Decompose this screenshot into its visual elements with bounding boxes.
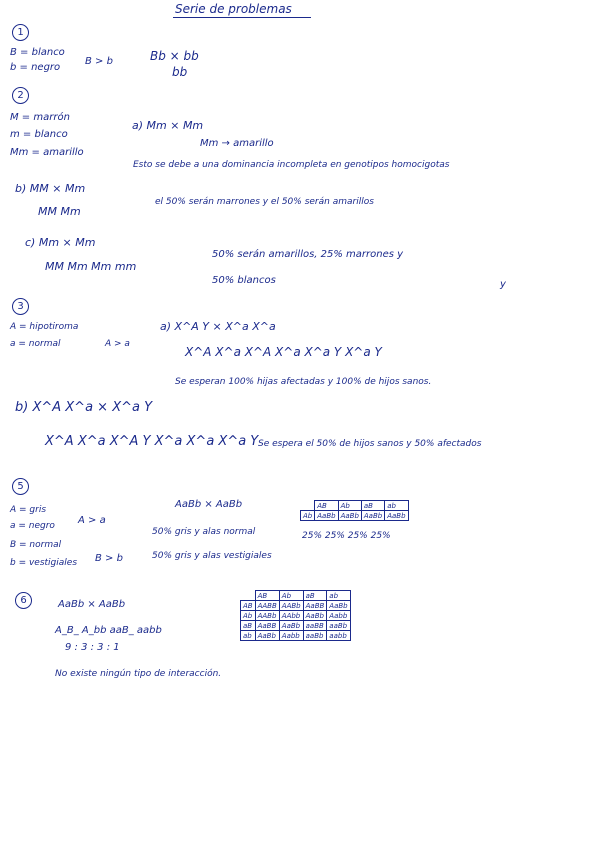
p1-cross: Bb × bb: [150, 49, 199, 63]
table-row: [241, 621, 351, 631]
p6-conclusion: No existe ningún tipo de interacción.: [55, 669, 222, 679]
table-cell: [241, 591, 256, 601]
p2-legend-2: Mm = amarillo: [10, 147, 84, 158]
table-cell: AaBb: [327, 601, 350, 611]
p1-legend-0: B = blanco: [10, 47, 65, 58]
table-cell: AaBb: [255, 631, 279, 641]
table-cell: Aabb: [327, 611, 350, 621]
p2-c-result-2: 50% blancos: [212, 275, 276, 286]
p5-result-2: 50% gris y alas vestigiales: [152, 551, 272, 561]
table-cell: AB: [255, 591, 279, 601]
p2-legend-0: M = marrón: [10, 112, 70, 123]
title-underline: [173, 17, 311, 18]
p5-legend-1: a = negro: [10, 521, 55, 531]
p3-a-cross: a) X^A Y × X^a X^a: [160, 320, 276, 333]
table-row: [241, 601, 351, 611]
table-cell: Aabb: [279, 631, 303, 641]
table-cell: aaBb: [303, 631, 327, 641]
table-cell: ab: [385, 501, 408, 511]
p5-dom-b: B > b: [95, 553, 123, 564]
problem-number-2: 2: [12, 87, 29, 104]
table-cell: AABb: [279, 601, 303, 611]
table-cell: AaBb: [279, 621, 303, 631]
table-cell: Ab: [301, 511, 315, 521]
p3-legend-1: a = normal: [10, 339, 61, 349]
table-header-row: [241, 591, 351, 601]
table-cell: AaBB: [255, 621, 279, 631]
table-cell: AaBb: [338, 511, 361, 521]
p2-a-result: Mm → amarillo: [200, 138, 274, 149]
p2-legend-1: m = blanco: [10, 129, 68, 140]
p5-punnett-table: [300, 500, 409, 521]
table-cell: Ab: [338, 501, 361, 511]
table-cell: AABb: [255, 611, 279, 621]
table-cell: aaBB: [303, 621, 327, 631]
table-cell: AaBb: [385, 511, 408, 521]
problem-number-5: 5: [12, 478, 29, 495]
table-cell: aabb: [327, 631, 350, 641]
p1-result: bb: [172, 65, 188, 79]
table-cell: Ab: [279, 591, 303, 601]
table-cell: aB: [303, 591, 327, 601]
table-cell: Ab: [241, 611, 256, 621]
p5-result-1: 50% gris y alas normal: [152, 527, 256, 537]
p2-b-offspring: MM Mm: [38, 205, 81, 218]
p5-percents: 25% 25% 25% 25%: [302, 531, 391, 541]
p3-a-result: Se esperan 100% hijas afectadas y 100% de hijos sanos.: [175, 377, 432, 387]
problem-number-6: 6: [15, 592, 32, 609]
p2-c-result-1: 50% serán amarillos, 25% marrones y: [212, 249, 404, 260]
p5-legend-0: A = gris: [10, 505, 47, 515]
p6-phenotypes: A_B_ A_bb aaB_ aabb: [55, 625, 162, 636]
p2-note: Esto se debe a una dominancia incompleta en genotipos homocigotas: [133, 160, 450, 170]
p5-legend-2: B = normal: [10, 540, 62, 550]
p5-legend-3: b = vestigiales: [10, 558, 78, 568]
p3-legend-0: A = hipotiroma: [10, 322, 79, 332]
p3-b-offspring: X^A X^a X^A Y X^a X^a X^a Y: [45, 434, 259, 449]
table-cell: aB: [361, 501, 384, 511]
p1-legend-1: b = negro: [10, 62, 61, 73]
table-cell: [301, 501, 315, 511]
table-cell: AaBb: [361, 511, 384, 521]
p2-b-result: el 50% serán marrones y el 50% serán amarillos: [155, 197, 374, 207]
p3-a-offspring: X^A X^a X^A X^a X^a Y X^a Y: [185, 345, 382, 359]
p5-cross: AaBb × AaBb: [175, 499, 243, 510]
table-cell: AaBb: [303, 611, 327, 621]
table-cell: AaBB: [303, 601, 327, 611]
p3-b-result: Se espera el 50% de hijos sanos y 50% afectados: [258, 439, 482, 449]
table-header-row: [301, 501, 409, 511]
p6-cross: AaBb × AaBb: [58, 599, 126, 610]
p2-c-cross: c) Mm × Mm: [25, 236, 96, 249]
p3-dominance: A > a: [105, 339, 130, 349]
problem-number-3: 3: [12, 298, 29, 315]
table-cell: AAbb: [279, 611, 303, 621]
table-row: [301, 511, 409, 521]
table-cell: AB: [241, 601, 256, 611]
page-title: Serie de problemas: [175, 2, 292, 16]
table-cell: AB: [315, 501, 338, 511]
table-row: [241, 631, 351, 641]
p2-b-cross: b) MM × Mm: [15, 182, 86, 195]
p5-dom-a: A > a: [78, 515, 106, 526]
table-cell: ab: [327, 591, 350, 601]
p2-c-offspring: MM Mm Mm mm: [45, 260, 137, 273]
problem-number-1: 1: [12, 24, 29, 41]
table-cell: AaBb: [315, 511, 338, 521]
p2-a-cross: a) Mm × Mm: [132, 119, 204, 132]
p6-punnett-table: [240, 590, 351, 641]
table-cell: AABB: [255, 601, 279, 611]
p3-b-cross: b) X^A X^a × X^a Y: [15, 400, 153, 415]
p2-c-y: y: [500, 279, 506, 290]
table-cell: aaBb: [327, 621, 350, 631]
table-cell: ab: [241, 631, 256, 641]
table-row: [241, 611, 351, 621]
p6-ratio: 9 : 3 : 3 : 1: [65, 642, 120, 653]
p1-dominance: B > b: [85, 56, 113, 67]
table-cell: aB: [241, 621, 256, 631]
